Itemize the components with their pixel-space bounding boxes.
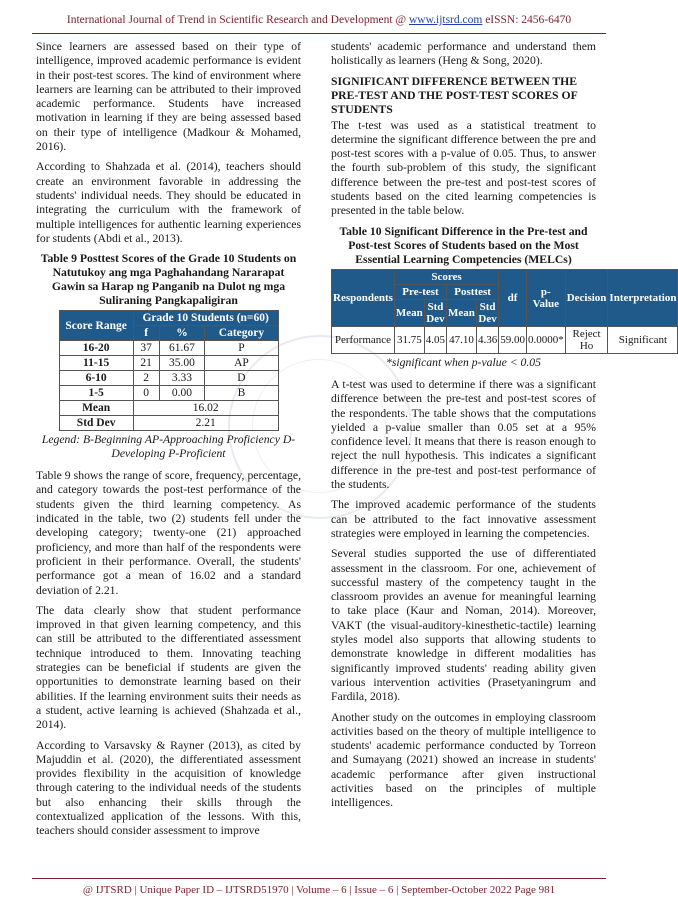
table9-cell-pct: 61.67 bbox=[159, 341, 205, 356]
table10-header-pre: Pre-test bbox=[394, 284, 446, 299]
table9-cell-cat: D bbox=[205, 371, 278, 386]
right-paragraph-3: A t-test was used to determine if there was a significant difference between the pre-test and post-test scores of the respondents. The table shows that the computations yielded a p-value smaller than 0.05 set at a 95% confidence level. It means that there is reason enough to reject the null hypothesis. This indicates a significant difference in the pre-test and post-test performance of the students. bbox=[331, 377, 596, 492]
table9-sd-label: Std Dev bbox=[59, 416, 133, 431]
running-header bbox=[0, 14, 638, 26]
table9-header-pct: % bbox=[159, 326, 205, 341]
header-issn: eISSN: 2456-6470 bbox=[482, 14, 572, 26]
table10-cell-resp: Performance bbox=[332, 326, 395, 353]
table-row bbox=[59, 341, 278, 356]
table9-cell-cat: AP bbox=[205, 356, 278, 371]
table-row bbox=[332, 326, 678, 353]
table9-header-f: f bbox=[133, 326, 159, 341]
table9-mean-value: 16.02 bbox=[133, 401, 278, 416]
left-column bbox=[36, 40, 301, 845]
header-rule bbox=[32, 33, 606, 34]
table10-cell-int: Significant bbox=[608, 326, 678, 353]
table-row bbox=[59, 371, 278, 386]
table10-cell-post-mean: 47.10 bbox=[447, 326, 477, 353]
table9-cell-pct: 35.00 bbox=[159, 356, 205, 371]
table10-header-pre-mean: Mean bbox=[394, 299, 424, 326]
table10-header-dec: Decision bbox=[565, 269, 608, 326]
table9-cell-range: 11-15 bbox=[59, 356, 133, 371]
running-footer: @ IJTSRD | Unique Paper ID – IJTSRD51970 | Volume – 6 | Issue – 6 | September-October 2022 Page 981 bbox=[82, 884, 556, 896]
table9-cell-f: 37 bbox=[133, 341, 159, 356]
table9-cell-pct: 3.33 bbox=[159, 371, 205, 386]
right-column bbox=[331, 40, 677, 817]
right-paragraph-6: Another study on the outcomes in employing classroom activities based on the theory of multiple intelligence to students' academic performance conducted by Torreon and Sumayang (2021) showed an increase in students' academic performance after given instructional activities based on the principles of multiple intelligences. bbox=[331, 710, 596, 810]
left-paragraph-4: The data clearly show that student performance improved in that given learning competency, and this can still be attributed to the differentiated assessment technique introduced to them. Innovating teaching strategies can be beneficial if students are given the opportunities to demonstrate learning based on their abilities. If the learning environment suits their needs as a student, active learning is achieved (Shahzada et al., 2014). bbox=[36, 603, 301, 732]
table9-sd-value: 2.21 bbox=[133, 416, 278, 431]
table9-cell-f: 21 bbox=[133, 356, 159, 371]
footer-rule bbox=[32, 878, 606, 879]
table9-header-group: Grade 10 Students (n=60) bbox=[133, 311, 278, 326]
table9-cell-range: 16-20 bbox=[59, 341, 133, 356]
table10-caption: Table 10 Significant Difference in the Pre-test and Post-test Scores of Students based on the Most Essential Learning Competencies (MELCs) bbox=[339, 224, 588, 266]
table10-cell-pre-mean: 31.75 bbox=[394, 326, 424, 353]
header-text: International Journal of Trend in Scientific Research and Development @ bbox=[66, 14, 409, 26]
table9-caption: Table 9 Posttest Scores of the Grade 10 Students on Natutukoy ang mga Paghahandang Nararapat Gawin sa Harap ng Panganib na Dulot ng mga Suliraning Pangkapaligiran bbox=[40, 252, 297, 308]
table10-cell-dec: Reject Ho bbox=[565, 326, 608, 353]
table10-cell-pre-sd: 4.05 bbox=[424, 326, 446, 353]
table10-header-p: p-Value bbox=[526, 269, 565, 326]
table10-header-scores: Scores bbox=[394, 269, 498, 284]
table9-cell-f: 0 bbox=[133, 386, 159, 401]
journal-link[interactable]: www.ijtsrd.com bbox=[408, 14, 483, 26]
right-paragraph-5: Several studies supported the use of differentiated assessment in the classroom. For one, achievement of successful mastery of the competency taught in the classroom provides an avenue for meaningful learning to take place (Kaur and Noman, 2014). Moreover, VAKT (the visual-auditory-kinesthetic-tactile) learning styles model also supports that allowing students to demonstrate knowledge in different modalities has significantly improved students' reading ability given various intervention activities (Prasetyaningrum and Fardila, 2018). bbox=[331, 547, 596, 704]
table9-cell-range: 6-10 bbox=[59, 371, 133, 386]
table9-cell-cat: P bbox=[205, 341, 278, 356]
table9-mean-row bbox=[59, 401, 278, 416]
table10 bbox=[331, 269, 678, 354]
table9-cell-f: 2 bbox=[133, 371, 159, 386]
table9-sd-row bbox=[59, 416, 278, 431]
table10-header-df: df bbox=[499, 269, 527, 326]
right-paragraph-1: students' academic performance and understand them holistically as learners (Heng & Song, 2020). bbox=[331, 40, 596, 68]
table10-header-post-sd: Std Dev bbox=[478, 300, 497, 325]
left-paragraph-1: Since learners are assessed based on their type of intelligence, improved academic performance is evident in their post-test scores. The kind of environment where learners are learning can be attributed to their improved academic performance. Students have increased motivation in learning if they are being assessed based on their type of intelligence (Madkour & Mohamed, 2016). bbox=[36, 40, 301, 154]
table9-cell-pct: 0.00 bbox=[159, 386, 205, 401]
table9-header-score: Score Range bbox=[59, 311, 133, 341]
table10-header-resp: Respondents bbox=[332, 269, 395, 326]
table10-header-pre-sd: Std Dev bbox=[426, 300, 445, 325]
table10-cell-post-sd: 4.36 bbox=[476, 326, 498, 353]
table10-header-int: Interpretation bbox=[608, 269, 678, 326]
table9-header-cat: Category bbox=[205, 326, 278, 341]
table10-cell-p: 0.0000* bbox=[526, 326, 565, 353]
left-paragraph-5: According to Varsavsky & Rayner (2013), as cited by Majuddin et al. (2020), the differentiated assessment provides flexibility in the acquisition of knowledge through catering to the individual needs of the students but also enhancing their skills through the contextualized application of the lessons. With this, teachers should consider assessment to improve bbox=[36, 738, 301, 838]
section-title: SIGNIFICANT DIFFERENCE BETWEEN THE PRE-TEST AND THE POST-TEST SCORES OF STUDENTS bbox=[331, 74, 578, 116]
table9-cell-range: 1-5 bbox=[59, 386, 133, 401]
right-paragraph-2: The t-test was used as a statistical treatment to determine the significant difference between the pre and post-test scores with a p-value of 0.05. Thus, to answer the fourth sub-problem of this study, the significant difference between the pre-test and post-test scores of students based on the cited learning competencies is presented in the table below. bbox=[331, 118, 596, 218]
table9-legend: Legend: B-Beginning AP-Approaching Proficiency D-Developing P-Proficient bbox=[41, 433, 296, 461]
table9-mean-label: Mean bbox=[59, 401, 133, 416]
left-paragraph-3: Table 9 shows the range of score, frequency, percentage, and category towards the post-test performance of the students given the third learning competency. As indicated in the table, two (2) students fell under the developing category; twenty-one (21) approached proficiency, and more than half of the respondents were proficient in their performance. Overall, the students' performance got a mean of 16.02 and a standard deviation of 2.21. bbox=[36, 469, 301, 597]
table-row bbox=[59, 356, 278, 371]
table10-header-post-mean: Mean bbox=[447, 299, 477, 326]
table9 bbox=[59, 310, 279, 431]
table10-note: *significant when p-value < 0.05 bbox=[386, 355, 541, 369]
table9-cell-cat: B bbox=[205, 386, 278, 401]
left-paragraph-2: According to Shahzada et al. (2014), teachers should create an environment favorable in addressing the students' individual needs. They should be educated in integrating the curriculum with the framework of multiple intelligences for authentic learning experiences for students (Abdi et al., 2013). bbox=[36, 160, 301, 245]
table10-header-post: Posttest bbox=[447, 284, 499, 299]
table10-cell-df: 59.00 bbox=[499, 326, 527, 353]
table-row bbox=[59, 386, 278, 401]
right-paragraph-4: The improved academic performance of the students can be attributed to the fact innovative assessment strategies were employed in learning the competencies. bbox=[331, 498, 596, 540]
